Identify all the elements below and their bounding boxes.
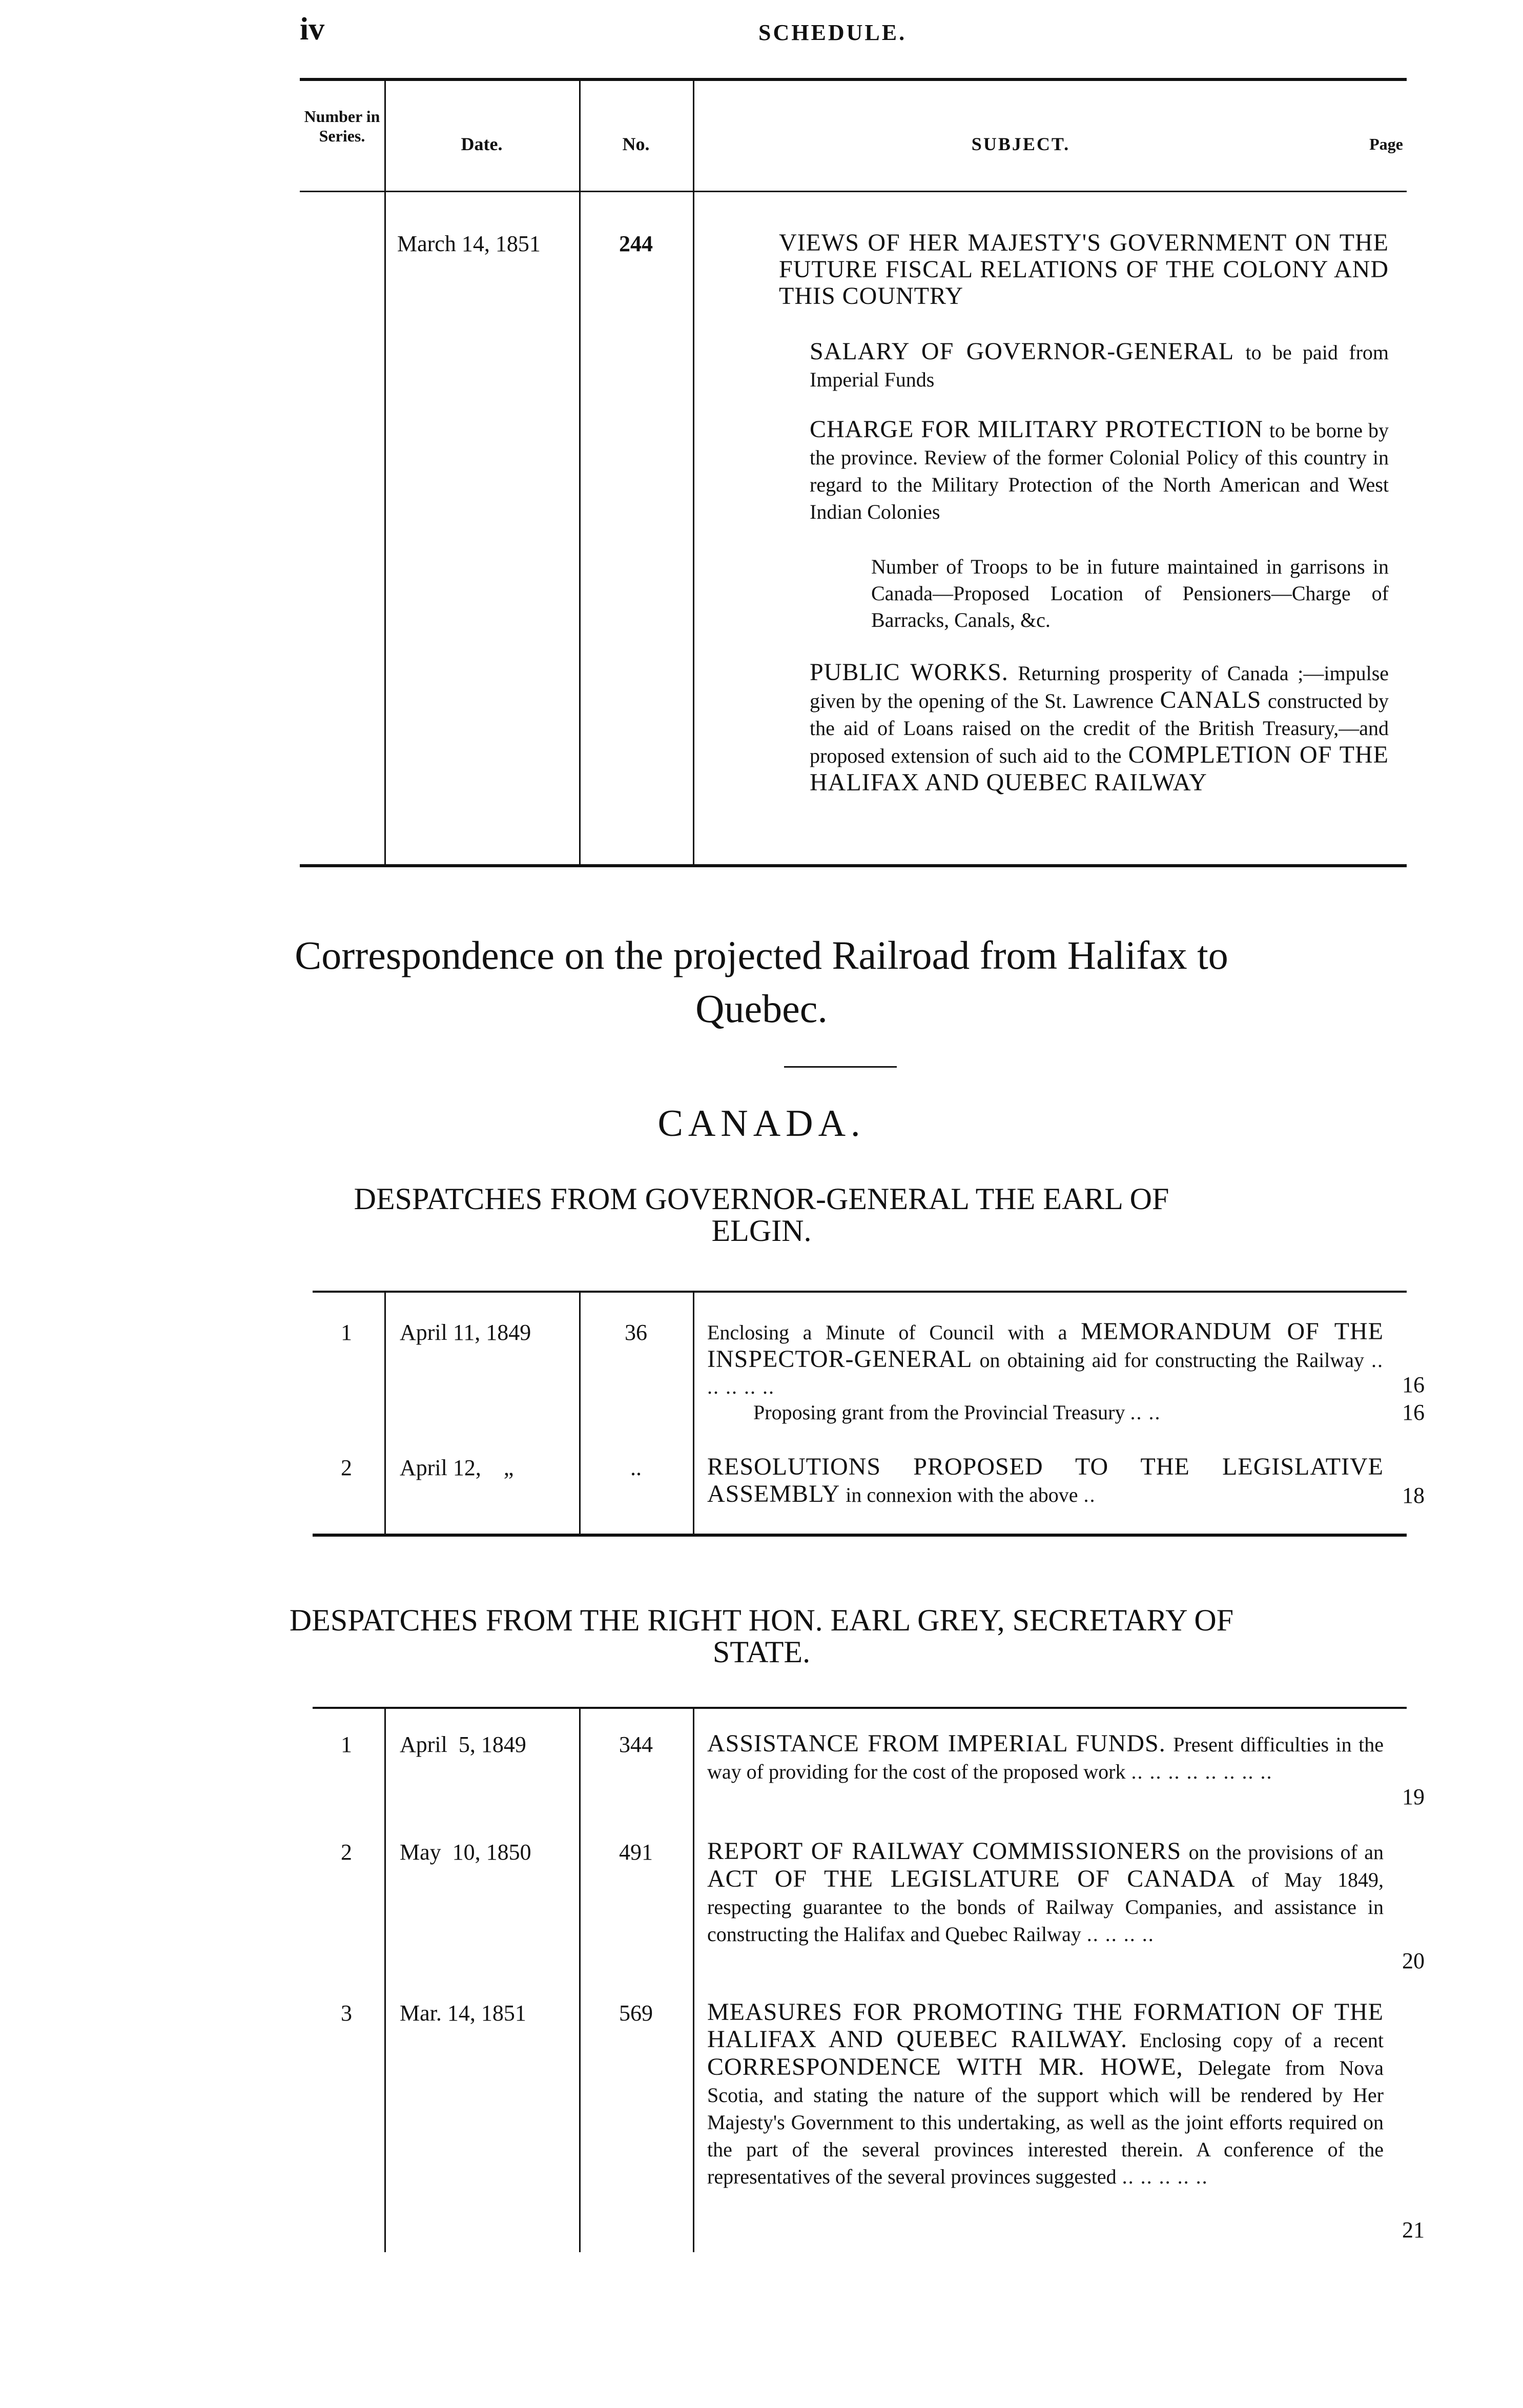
paragraph-salary <box>810 338 1389 393</box>
table-row-subject <box>707 1999 1384 2190</box>
public-works-rest: Returning prosperity of Canada ;—impulse given by the opening of the St. Lawrence <box>810 662 1389 712</box>
table-row-number: 1 <box>341 1732 352 1757</box>
public-works-rest2: constructed by the aid of Loans raised on the credit of the British Treasury,—and proposed extension of such aid to the <box>810 689 1389 767</box>
table-row-date: April 5, 1849 <box>400 1732 526 1757</box>
subentry-text: Proposing grant from the Provincial Treasury <box>753 1401 1125 1424</box>
title-divider <box>784 1066 897 1068</box>
table-row-page: 18 <box>1402 1483 1425 1508</box>
table-row-no: 569 <box>619 2001 653 2026</box>
table-row-date: May 10, 1850 <box>400 1840 531 1865</box>
table-row-subject <box>707 1318 1384 1400</box>
subject-caps: REPORT OF RAILWAY COMMISSIONERS <box>707 1838 1182 1865</box>
military-caps: CHARGE FOR MILITARY PROTECTION <box>810 416 1263 443</box>
table-row-no: 491 <box>619 1840 653 1865</box>
table-row-date: Mar. 14, 1851 <box>400 2001 526 2026</box>
main-title-text: Correspondence on the projected Railroad from Halifax to Quebec. <box>295 933 1228 1031</box>
subject-caps: ASSISTANCE FROM IMPERIAL FUNDS. <box>707 1730 1166 1757</box>
entry-no: 244 <box>619 231 653 256</box>
subject-caps-2: ACT OF THE LEGISLATURE OF CANADA <box>707 1865 1236 1892</box>
table-row-number: 3 <box>341 2001 352 2026</box>
leader-dots: .. .. .. .. <box>1086 1923 1155 1946</box>
military-rest: to be borne by the province. Review of the former Colonial Policy of this country in regard to the Military Protection of the North American and West Indian Colonies <box>810 419 1389 523</box>
leader-dots: .. .. .. .. .. .. .. .. <box>1131 1760 1273 1783</box>
section1-heading <box>0 1183 1523 1247</box>
table-bottom-rule <box>300 864 1407 867</box>
page-number: iv <box>300 12 325 47</box>
table-row-subject <box>707 1730 1384 1785</box>
subject-caps-2: CORRESPONDENCE WITH MR. HOWE, <box>707 2053 1183 2080</box>
public-works-caps: PUBLIC WORKS. <box>810 659 1009 686</box>
leader-dots: .. .. <box>1130 1401 1161 1424</box>
canals-caps: CANALS <box>1160 686 1262 713</box>
leader-dots: .. .. .. .. .. <box>707 1349 1384 1398</box>
subject-caps: MEASURES FOR PROMOTING THE FORMATION OF THE HALIFAX AND QUEBEC RAILWAY. <box>707 1998 1384 2053</box>
section1-bottom-rule <box>313 1534 1407 1537</box>
section1-heading-text: DESPATCHES FROM GOVERNOR-GENERAL THE EARL OF ELGIN. <box>354 1182 1169 1248</box>
subject-tail: Delegate from Nova Scotia, and stating the nature of the support which will be rendered by Her Majesty's Government to this undertaking, as well as the joint efforts required on the part of the several provinces interested therein. A conference of the representatives of the several provinces suggested <box>707 2056 1384 2188</box>
subject-tail: on obtaining aid for constructing the Railway <box>979 1349 1364 1372</box>
header-date: Date. <box>461 134 503 154</box>
table-row-page: 19 <box>1402 1784 1425 1809</box>
paragraph-military <box>810 416 1389 525</box>
subject-tail: on the provisions of an <box>1188 1841 1384 1864</box>
header-rule <box>300 191 1407 192</box>
table-row-no: 344 <box>619 1732 653 1757</box>
leader-dots: .. <box>1083 1483 1096 1506</box>
table-row-subentry <box>753 1399 1368 1426</box>
table-row-date: April 12, „ <box>400 1455 514 1480</box>
subject-lead-2: Enclosing copy of a recent <box>1139 2029 1384 2052</box>
header-no: No. <box>622 134 650 154</box>
table-row-page: 21 <box>1402 2217 1425 2242</box>
header-subject: SUBJECT. <box>971 134 1071 154</box>
main-title <box>0 929 1523 1035</box>
column-divider <box>384 1293 386 1534</box>
table-row-page: 16 <box>1402 1400 1425 1425</box>
table-row-page: 20 <box>1402 1948 1425 1973</box>
entry-title <box>758 230 1389 310</box>
column-divider <box>579 81 581 865</box>
paragraph-public-works <box>810 659 1389 797</box>
subject-lead: Enclosing a Minute of Council with a <box>707 1321 1067 1344</box>
subject-tail-2: of May 1849, respecting guarantee to the bonds of Railway Companies, and assistance in constructing the Halifax and Quebec Railway <box>707 1868 1384 1946</box>
table-row-no: 36 <box>625 1320 647 1345</box>
section1-top-rule <box>313 1291 1407 1293</box>
entry-title-text: VIEWS OF HER MAJESTY'S GOVERNMENT ON THE FUTURE FISCAL RELATIONS OF THE COLONY AND THIS COUNTRY <box>779 229 1389 310</box>
subject-tail: Present difficulties in the way of providing for the cost of the proposed work <box>707 1733 1384 1783</box>
column-divider <box>693 1293 694 1534</box>
column-divider <box>579 1709 581 2252</box>
column-divider <box>384 81 386 865</box>
leader-dots: .. .. .. .. .. <box>1122 2165 1208 2188</box>
entry-date: March 14, 1851 <box>397 231 541 256</box>
subject-caps: RESOLUTIONS PROPOSED TO THE LEGISLATIVE ASSEMBLY <box>707 1453 1384 1507</box>
table-row-page: 16 <box>1402 1372 1425 1397</box>
table-row-subject <box>707 1838 1384 1948</box>
header-page: Page <box>1369 135 1403 153</box>
header-number-in-series: Number in Series. <box>304 107 380 145</box>
section2-heading <box>0 1604 1523 1668</box>
salary-caps: SALARY OF GOVERNOR-GENERAL <box>810 338 1234 365</box>
table-row-no: .. <box>630 1455 642 1480</box>
country-heading: CANADA. <box>657 1103 866 1145</box>
subject-tail: in connexion with the above <box>846 1483 1078 1506</box>
running-head: SCHEDULE. <box>758 20 907 45</box>
table-row-number: 2 <box>341 1840 352 1865</box>
completion-caps: COMPLETION OF THE HALIFAX AND QUEBEC RAILWAY <box>810 741 1389 796</box>
section2-top-rule <box>313 1707 1407 1709</box>
table-row-date: April 11, 1849 <box>400 1320 531 1345</box>
salary-rest: to be paid from Imperial Funds <box>810 341 1389 391</box>
subject-caps: MEMORANDUM OF THE INSPECTOR-GENERAL <box>707 1318 1384 1373</box>
column-divider <box>693 1709 694 2252</box>
table-row-number: 1 <box>341 1320 352 1345</box>
top-rule-thick <box>300 78 1407 81</box>
column-divider <box>384 1709 386 2252</box>
paragraph-troops: Number of Troops to be in future maintained in garrisons in Canada—Proposed Location of Pensioners—Charge of Barracks, Canals, &c. <box>871 555 1389 631</box>
table-row-number: 2 <box>341 1455 352 1480</box>
section2-heading-text: DESPATCHES FROM THE RIGHT HON. EARL GREY, SECRETARY OF STATE. <box>289 1603 1234 1669</box>
column-divider <box>693 81 694 865</box>
table-row-subject <box>707 1454 1384 1508</box>
